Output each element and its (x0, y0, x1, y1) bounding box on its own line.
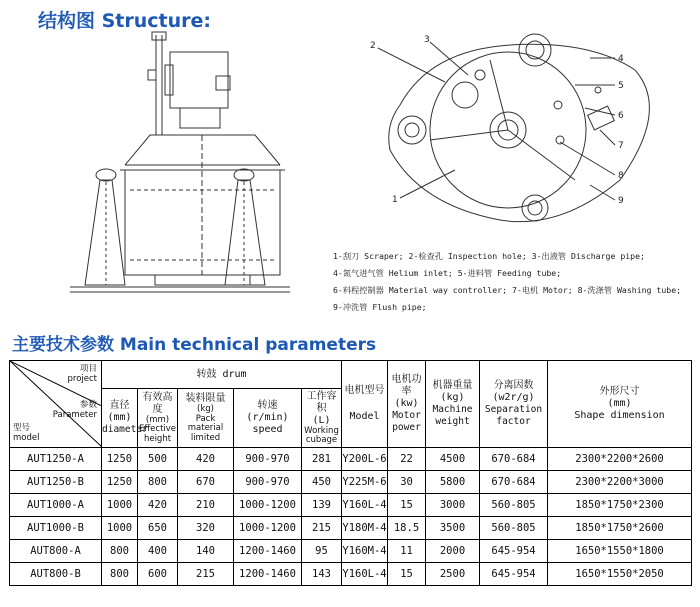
cell-motor-model: Y160L-4 (342, 563, 388, 586)
cell-motor-model: Y160L-4 (342, 494, 388, 517)
cell-volume: 281 (302, 448, 342, 471)
cell-height: 650 (138, 517, 178, 540)
cell-model: AUT800-A (10, 540, 102, 563)
table-row (10, 471, 692, 494)
spec-table-body (10, 448, 692, 586)
cell-volume: 215 (302, 517, 342, 540)
corner-cell (10, 361, 102, 448)
cell-weight: 2500 (426, 563, 480, 586)
cell-motor-model: Y200L-6 (342, 448, 388, 471)
diameter-header: 直径 (mm) diameter (102, 389, 138, 448)
top-view-drawing (360, 30, 660, 230)
side-view-drawing (30, 30, 320, 300)
cell-model: AUT1000-B (10, 517, 102, 540)
cell-model: AUT1250-A (10, 448, 102, 471)
cell-motor-power: 11 (388, 540, 426, 563)
cell-weight: 4500 (426, 448, 480, 471)
cell-shape: 2300*2200*2600 (548, 448, 692, 471)
legend-line: 9-冲洗管 Flush pipe; (333, 302, 427, 312)
cell-height: 420 (138, 494, 178, 517)
cell-limit: 210 (178, 494, 234, 517)
corner-project-en: project (67, 373, 97, 384)
cell-diameter: 1250 (102, 471, 138, 494)
params-title: 主要技术参数 Main technical parameters (12, 335, 377, 355)
corner-param-cn: 参数 (79, 400, 97, 410)
cell-shape: 1650*1550*1800 (548, 540, 692, 563)
drum-group-header: 转鼓 drum (102, 361, 342, 389)
cell-factor: 670-684 (480, 448, 548, 471)
table-row (10, 563, 692, 586)
corner-param-en: Parameter (52, 409, 97, 420)
cell-motor-power: 22 (388, 448, 426, 471)
cell-model: AUT1000-A (10, 494, 102, 517)
motor-model-header: 电机型号 Model (342, 361, 388, 448)
cell-volume: 450 (302, 471, 342, 494)
cell-limit: 670 (178, 471, 234, 494)
cell-factor: 560-805 (480, 494, 548, 517)
callout-4: 4 (618, 54, 624, 64)
cell-diameter: 1000 (102, 517, 138, 540)
cell-weight: 2000 (426, 540, 480, 563)
cell-weight: 5800 (426, 471, 480, 494)
structure-title: 结构图 Structure: (38, 10, 212, 32)
corner-model-en: model (13, 432, 40, 443)
legend-line: 1-刮刀 Scraper; 2-检查孔 Inspection hole; 3-出液管 Discharge pipe; (333, 251, 645, 261)
callout-3: 3 (424, 35, 430, 45)
cell-speed: 1000-1200 (234, 494, 302, 517)
cell-limit: 215 (178, 563, 234, 586)
table-row (10, 494, 692, 517)
speed-header: 转速 (r/min) speed (234, 389, 302, 448)
callout-5: 5 (618, 81, 624, 91)
callout-1: 1 (392, 195, 398, 205)
callout-8: 8 (618, 171, 624, 181)
volume-header: 工作容积 (L) Working cubage (302, 389, 342, 448)
cell-volume: 95 (302, 540, 342, 563)
cell-speed: 1200-1460 (234, 540, 302, 563)
cell-model: AUT800-B (10, 563, 102, 586)
cell-weight: 3500 (426, 517, 480, 540)
cell-weight: 3000 (426, 494, 480, 517)
cell-shape: 2300*2200*3000 (548, 471, 692, 494)
cell-volume: 139 (302, 494, 342, 517)
cell-speed: 900-970 (234, 448, 302, 471)
parts-legend (333, 248, 681, 316)
cell-speed: 900-970 (234, 471, 302, 494)
cell-factor: 670-684 (480, 471, 548, 494)
weight-header: 机器重量 (kg) Machine weight (426, 361, 480, 448)
table-row (10, 517, 692, 540)
table-row (10, 448, 692, 471)
cell-diameter: 1250 (102, 448, 138, 471)
cell-motor-model: Y180M-4 (342, 517, 388, 540)
limit-header: 装料限量 (kg) Pack material limited (178, 389, 234, 448)
cell-speed: 1000-1200 (234, 517, 302, 540)
factor-header: 分离因数 (w2r/g) Separation factor (480, 361, 548, 448)
corner-model-cn: 型号 (13, 423, 31, 433)
callout-6: 6 (618, 111, 624, 121)
cell-limit: 420 (178, 448, 234, 471)
cell-shape: 1850*1750*2300 (548, 494, 692, 517)
cell-diameter: 800 (102, 540, 138, 563)
cell-diameter: 1000 (102, 494, 138, 517)
cell-motor-power: 30 (388, 471, 426, 494)
spec-table (9, 360, 692, 586)
callout-2: 2 (370, 41, 376, 51)
cell-factor: 560-805 (480, 517, 548, 540)
cell-volume: 143 (302, 563, 342, 586)
cell-motor-power: 18.5 (388, 517, 426, 540)
cell-height: 500 (138, 448, 178, 471)
legend-line: 6-料程控制器 Material way controller; 7-电机 Motor; 8-洗涤管 Washing tube; (333, 285, 682, 295)
motor-power-header: 电机功率 (kw) Motor power (388, 361, 426, 448)
cell-model: AUT1250-B (10, 471, 102, 494)
cell-motor-power: 15 (388, 563, 426, 586)
legend-line: 4-氮气进气管 Helium inlet; 5-进料管 Feeding tube; (333, 268, 562, 278)
callout-7: 7 (618, 141, 624, 151)
cell-shape: 1650*1550*2050 (548, 563, 692, 586)
cell-motor-model: Y160M-4 (342, 540, 388, 563)
cell-height: 600 (138, 563, 178, 586)
callout-9: 9 (618, 196, 624, 206)
cell-factor: 645-954 (480, 540, 548, 563)
cell-limit: 140 (178, 540, 234, 563)
corner-project-cn: 项目 (79, 364, 97, 374)
cell-diameter: 800 (102, 563, 138, 586)
cell-height: 800 (138, 471, 178, 494)
table-row (10, 540, 692, 563)
cell-motor-model: Y225M-6 (342, 471, 388, 494)
shape-header: 外形尺寸 (mm) Shape dimension (548, 361, 692, 448)
cell-shape: 1850*1750*2600 (548, 517, 692, 540)
cell-limit: 320 (178, 517, 234, 540)
height-header: 有效高度 (mm) Effective height (138, 389, 178, 448)
cell-speed: 1200-1460 (234, 563, 302, 586)
cell-motor-power: 15 (388, 494, 426, 517)
cell-factor: 645-954 (480, 563, 548, 586)
cell-height: 400 (138, 540, 178, 563)
